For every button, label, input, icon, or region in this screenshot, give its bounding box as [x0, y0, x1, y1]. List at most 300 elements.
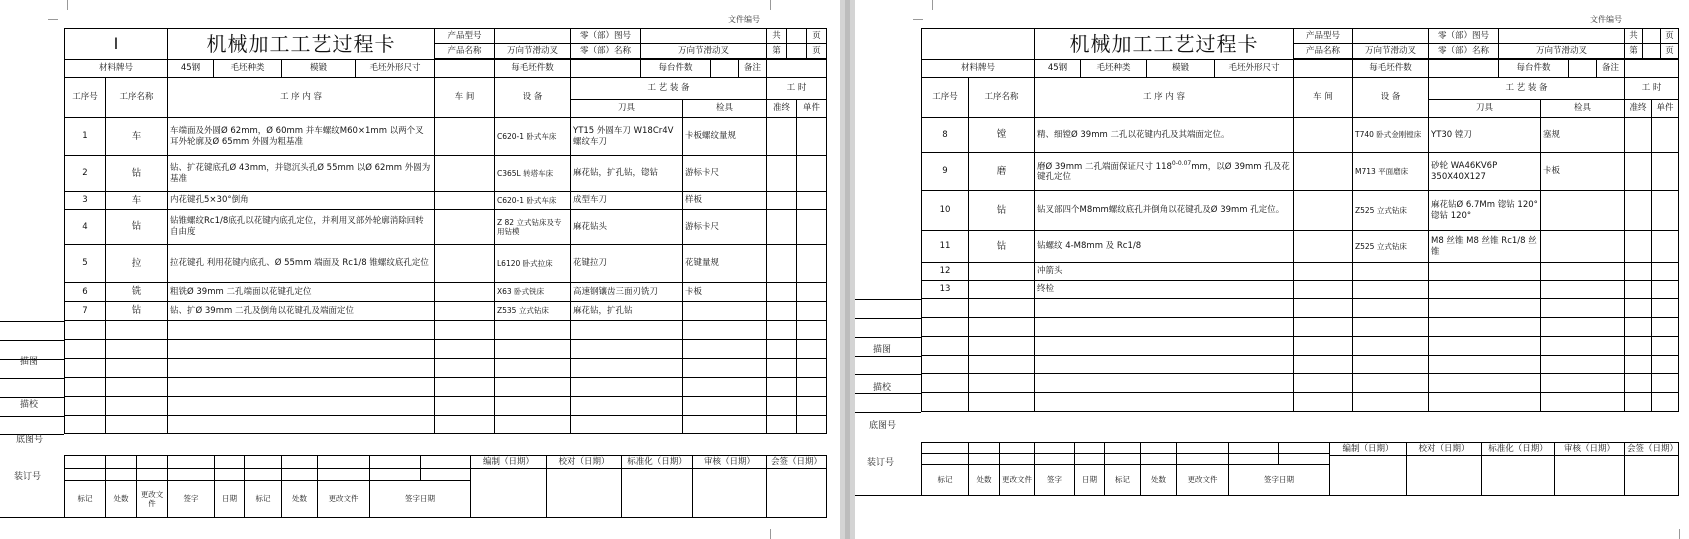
blank-cell: [1353, 393, 1429, 412]
note-label: 备注: [1597, 59, 1625, 78]
card-title-left: I: [64, 28, 168, 59]
change-cell: [282, 468, 318, 480]
product-model-value: [1353, 28, 1429, 44]
op-content: 终检: [1035, 281, 1294, 299]
op-no: 2: [64, 156, 106, 192]
blank-cell: [64, 378, 106, 397]
part-no-label: 零（部）图号: [571, 28, 641, 44]
file-number-label: 文件编号: [728, 15, 760, 24]
blank-cell: [1541, 374, 1625, 393]
change-cell: [1000, 442, 1035, 453]
op-equip: [1353, 263, 1429, 281]
change-cell: [1141, 442, 1177, 453]
part-name-value: 万向节滑动叉: [1499, 44, 1625, 59]
blank-cell: [1625, 337, 1652, 356]
op-tool: M8 丝锥 M8 丝锥 Rc1/8 丝锥: [1429, 231, 1541, 263]
op-unit: [1652, 231, 1679, 263]
blank-type-label: 毛坯种类: [214, 59, 282, 78]
op-content: 粗铣Ø 39mm 二孔端面以花键孔定位: [168, 283, 435, 302]
blank-cell: [797, 416, 827, 434]
page-no-value: [1643, 44, 1661, 59]
col-equip: 设 备: [1353, 78, 1429, 118]
change-cell: [1177, 442, 1229, 453]
footer-proof-label: 校对（日期）: [1407, 442, 1482, 456]
op-prep: [767, 192, 797, 210]
side-draw: 描图: [20, 357, 39, 367]
op-workshop: [435, 192, 495, 210]
blank-cell: [1035, 299, 1294, 318]
op-content: 拉花键孔 利用花键内底孔、Ø 55mm 端面及 Rc1/8 锥螺纹底孔定位: [168, 245, 435, 283]
footer-doc-label: 更改文件: [137, 480, 168, 518]
change-cell: [1279, 442, 1330, 453]
blank-cell: [435, 397, 495, 416]
op-equip: Z525 立式钻床: [1353, 191, 1429, 231]
col-prep: 准终: [1625, 100, 1652, 118]
op-gauge: 样板: [683, 192, 767, 210]
blank-cell: [106, 359, 168, 378]
blank-cell: [921, 374, 969, 393]
footer-sign-value: [1625, 456, 1679, 496]
blank-cell: [969, 299, 1035, 318]
blank-cell: [1353, 374, 1429, 393]
change-cell: [1075, 442, 1105, 453]
change-cell: [1229, 453, 1279, 464]
op-prep: [1625, 263, 1652, 281]
blank-cell: [495, 340, 571, 359]
blank-cell: [495, 416, 571, 434]
footer-std-label: 标准化（日期）: [1482, 442, 1555, 456]
op-workshop: [435, 210, 495, 245]
op-name: 车: [106, 192, 168, 210]
margin-rule: [855, 374, 921, 375]
crop-mark: [58, 0, 68, 10]
op-equip: L6120 卧式拉床: [495, 245, 571, 283]
op-prep: [1625, 191, 1652, 231]
footer-date-label: 日期: [215, 480, 245, 518]
op-content: 冲箭头: [1035, 263, 1294, 281]
material-value: 45钢: [1035, 59, 1081, 78]
op-prep: [1625, 118, 1652, 153]
col-prep: 准终: [767, 100, 797, 118]
footer-doc-label: 更改文件: [1177, 464, 1229, 496]
footer-proof-value: [547, 469, 622, 518]
change-cell: [318, 468, 370, 480]
blank-cell: [1035, 393, 1294, 412]
footer-doc-label: 更改文件: [318, 480, 370, 518]
blank-cell: [495, 378, 571, 397]
op-workshop: [1294, 263, 1353, 281]
op-prep: [767, 245, 797, 283]
change-cell: [921, 453, 969, 464]
margin-rule: [0, 321, 64, 322]
blank-cell: [435, 321, 495, 340]
op-equip: M713 平面磨床: [1353, 153, 1429, 191]
blank-cell: [969, 374, 1035, 393]
op-tool: [1429, 281, 1541, 299]
op-content: 精、细镗Ø 39mm 二孔以花键内孔及其端面定位。: [1035, 118, 1294, 153]
op-gauge: [1541, 191, 1625, 231]
op-prep: [1625, 153, 1652, 191]
blank-cell: [1294, 374, 1353, 393]
blank-cell: [495, 359, 571, 378]
change-cell: [421, 455, 471, 468]
blank-cell: [64, 321, 106, 340]
per-unit-label: 每台件数: [641, 59, 711, 78]
blank-cell: [571, 397, 683, 416]
col-unit: 单件: [797, 100, 827, 118]
blank-cell: [1035, 337, 1294, 356]
page-label: 页: [1661, 28, 1679, 44]
crop-mark: [48, 10, 58, 20]
op-gauge: [1541, 231, 1625, 263]
note-value: [1625, 59, 1679, 78]
footer-doc-label: 更改文件: [1000, 464, 1035, 496]
product-name-label: 产品名称: [1294, 44, 1353, 59]
crop-mark: [770, 529, 780, 539]
blank-type-label: 毛坯种类: [1081, 59, 1147, 78]
col-name: 工序名称: [969, 78, 1035, 118]
blank-cell: [168, 321, 435, 340]
op-content: 内花键孔5×30°倒角: [168, 192, 435, 210]
card-title-left: [921, 28, 1035, 59]
blank-cell: [106, 397, 168, 416]
blank-cell: [1035, 318, 1294, 337]
blank-type-value: 模锻: [1147, 59, 1215, 78]
change-cell: [215, 455, 245, 468]
per-unit-value: [1569, 59, 1597, 78]
op-unit: [1652, 118, 1679, 153]
col-process: 工 艺 装 备: [571, 78, 767, 100]
margin-box: [0, 321, 64, 518]
blank-cell: [1429, 337, 1541, 356]
op-equip: T740 卧式金刚镗床: [1353, 118, 1429, 153]
op-workshop: [435, 302, 495, 321]
footer-sign-value: [767, 469, 827, 518]
op-no: 1: [64, 118, 106, 156]
op-workshop: [435, 156, 495, 192]
op-no: 4: [64, 210, 106, 245]
blank-cell: [1652, 356, 1679, 374]
op-equip: Z525 立式钻床: [1353, 231, 1429, 263]
blank-cell: [1625, 318, 1652, 337]
footer-count-label: 处数: [969, 464, 1000, 496]
change-cell: [1105, 453, 1141, 464]
blank-cell: [1652, 374, 1679, 393]
blank-cell: [1625, 356, 1652, 374]
op-workshop: [1294, 118, 1353, 153]
change-cell: [1075, 453, 1105, 464]
op-name: 钻: [106, 210, 168, 245]
product-name-value: 万向节滑动叉: [1353, 44, 1429, 59]
footer-signer-label: 签字: [1035, 464, 1075, 496]
col-tool: 刀具: [1429, 100, 1541, 118]
change-cell: [421, 468, 471, 480]
op-no: 10: [921, 191, 969, 231]
footer-count-label: 处数: [1141, 464, 1177, 496]
change-cell: [168, 468, 215, 480]
footer-count-label: 处数: [282, 480, 318, 518]
product-model-value: [495, 28, 571, 44]
page-no-value: [787, 44, 807, 59]
blank-cell: [1541, 318, 1625, 337]
margin-rule: [0, 378, 64, 379]
op-unit: [797, 118, 827, 156]
op-unit: [797, 302, 827, 321]
blank-type-value: 模锻: [282, 59, 356, 78]
margin-rule: [0, 340, 64, 341]
op-name: 磨: [969, 153, 1035, 191]
op-equip: Z535 立式钻床: [495, 302, 571, 321]
op-no: 3: [64, 192, 106, 210]
change-cell: [282, 455, 318, 468]
change-cell: [1105, 442, 1141, 453]
op-workshop: [435, 118, 495, 156]
col-equip: 设 备: [495, 78, 571, 118]
side-base: 底图号: [869, 421, 897, 431]
blank-cell: [797, 321, 827, 340]
op-tool: 花键拉刀: [571, 245, 683, 283]
blank-cell: [1541, 393, 1625, 412]
op-content-b: mm，以Ø 39mm 孔及花键孔定位: [1037, 161, 1290, 183]
blank-cell: [767, 416, 797, 434]
footer-sign-label: 会签（日期）: [767, 455, 827, 469]
blank-cell: [797, 359, 827, 378]
op-gauge: 卡板: [1541, 153, 1625, 191]
col-content: 工 序 内 容: [1035, 78, 1294, 118]
blank-cell: [1294, 393, 1353, 412]
op-name: 拉: [106, 245, 168, 283]
footer-sign-label: 会签（日期）: [1625, 442, 1679, 456]
op-prep: [767, 210, 797, 245]
col-gauge: 检具: [1541, 100, 1625, 118]
page-label-2: 页: [807, 44, 827, 59]
part-name-value: 万向节滑动叉: [641, 44, 767, 59]
op-equip: C620-1 卧式车床: [495, 118, 571, 156]
blank-cell: [435, 359, 495, 378]
op-no: 9: [921, 153, 969, 191]
file-number-label: 文件编号: [1590, 15, 1622, 24]
op-tool: YT30 镗刀: [1429, 118, 1541, 153]
footer-std-label: 标准化（日期）: [622, 455, 693, 469]
crop-mark: [1679, 529, 1689, 539]
footer-compile-value: [471, 469, 547, 518]
blank-cell: [1353, 299, 1429, 318]
op-name: 镗: [969, 118, 1035, 153]
footer-review-value: [693, 469, 767, 518]
col-workshop: 车 间: [1294, 78, 1353, 118]
op-prep: [767, 283, 797, 302]
blank-cell: [1294, 299, 1353, 318]
blank-cell: [106, 416, 168, 434]
op-content-a: 磨Ø 39mm 二孔端面保证尺寸 118: [1037, 161, 1172, 172]
change-cell: [318, 455, 370, 468]
blank-cell: [1541, 356, 1625, 374]
op-tool: 麻花钻，扩孔钻: [571, 302, 683, 321]
per-blank-label: 每毛坯件数: [1353, 59, 1429, 78]
op-unit: [797, 156, 827, 192]
blank-cell: [1652, 337, 1679, 356]
crop-mark: [913, 10, 923, 20]
blank-size-label: 毛坯外形尺寸: [1215, 59, 1294, 78]
blank-cell: [1625, 393, 1652, 412]
footer-compile-label: 编制（日期）: [471, 455, 547, 469]
op-no: 6: [64, 283, 106, 302]
blank-cell: [767, 378, 797, 397]
blank-cell: [797, 378, 827, 397]
blank-cell: [767, 321, 797, 340]
product-name-value: 万向节滑动叉: [495, 44, 571, 59]
side-base: 底图号: [16, 435, 44, 445]
footer-proof-value: [1407, 456, 1482, 496]
op-gauge: [1541, 263, 1625, 281]
footer-sign_date-label: 签字日期: [370, 480, 471, 518]
op-no: 12: [921, 263, 969, 281]
blank-cell: [571, 378, 683, 397]
op-prep: [1625, 281, 1652, 299]
op-content: 钻锥螺纹Rc1/8底孔以花键内底孔定位，并利用叉部外轮廓消除回转自由度: [168, 210, 435, 245]
op-gauge: 卡板螺纹量规: [683, 118, 767, 156]
side-bind: 装订号: [867, 458, 895, 468]
footer-count-label: 处数: [106, 480, 137, 518]
footer-review-value: [1555, 456, 1625, 496]
blank-cell: [1429, 374, 1541, 393]
note-label: 备注: [739, 59, 767, 78]
op-prep: [767, 118, 797, 156]
col-tool: 刀具: [571, 100, 683, 118]
col-name: 工序名称: [106, 78, 168, 118]
blank-cell: [435, 378, 495, 397]
op-content: 钻叉部四个M8mm螺纹底孔并倒角以花键孔及Ø 39mm 孔定位。: [1035, 191, 1294, 231]
blank-cell: [1429, 299, 1541, 318]
op-unit: [1652, 191, 1679, 231]
op-workshop: [435, 245, 495, 283]
op-workshop: [1294, 281, 1353, 299]
blank-cell: [683, 416, 767, 434]
footer-signer-label: 签字: [168, 480, 215, 518]
page-no-label: 第: [767, 44, 787, 59]
op-tool: 成型车刀: [571, 192, 683, 210]
op-name: 钻: [969, 191, 1035, 231]
side-draw: 描图: [873, 345, 892, 355]
col-gauge: 检具: [683, 100, 767, 118]
blank-cell: [767, 359, 797, 378]
change-cell: [168, 455, 215, 468]
col-process: 工 艺 装 备: [1429, 78, 1625, 100]
op-tool: 麻花钻Ø 6.7Mm 锪钻 120°锪钻 120°: [1429, 191, 1541, 231]
footer-sign_date-label: 签字日期: [1229, 464, 1330, 496]
op-unit: [797, 283, 827, 302]
op-equip: X63 卧式铣床: [495, 283, 571, 302]
footer-mark-label: 标记: [245, 480, 282, 518]
blank-cell: [921, 356, 969, 374]
blank-cell: [64, 397, 106, 416]
op-workshop: [1294, 153, 1353, 191]
op-equip: C365L 转塔车床: [495, 156, 571, 192]
part-no-value: [641, 28, 767, 44]
margin-rule: [855, 393, 921, 394]
op-unit: [797, 192, 827, 210]
change-cell: [137, 468, 168, 480]
blank-cell: [106, 378, 168, 397]
blank-cell: [1652, 393, 1679, 412]
per-blank-label: 每毛坯件数: [495, 59, 571, 78]
op-gauge: 卡板: [683, 283, 767, 302]
total-label: 共: [767, 28, 787, 44]
blank-cell: [168, 378, 435, 397]
footer-std-value: [622, 469, 693, 518]
blank-cell: [797, 397, 827, 416]
change-cell: [1000, 453, 1035, 464]
change-cell: [106, 468, 137, 480]
blank-cell: [1035, 374, 1294, 393]
blank-cell: [969, 318, 1035, 337]
footer-review-label: 审核（日期）: [1555, 442, 1625, 456]
blank-cell: [1294, 356, 1353, 374]
footer-date-label: 日期: [1075, 464, 1105, 496]
op-no: 8: [921, 118, 969, 153]
blank-cell: [1353, 318, 1429, 337]
col-content: 工 序 内 容: [168, 78, 435, 118]
footer-mark-label: 标记: [921, 464, 969, 496]
op-unit: [797, 245, 827, 283]
op-workshop: [1294, 231, 1353, 263]
change-cell: [1279, 453, 1330, 464]
blank-cell: [435, 416, 495, 434]
col-step: 工序号: [921, 78, 969, 118]
change-cell: [370, 455, 421, 468]
per-blank-value: [1429, 59, 1499, 78]
op-name: [969, 281, 1035, 299]
page-label-2: 页: [1661, 44, 1679, 59]
op-gauge: [683, 302, 767, 321]
op-no: 5: [64, 245, 106, 283]
total-value: [1643, 28, 1661, 44]
op-name: 钻: [106, 156, 168, 192]
blank-cell: [571, 321, 683, 340]
blank-size-value: [1294, 59, 1353, 78]
margin-rule: [855, 337, 921, 338]
footer-mark-label: 标记: [64, 480, 106, 518]
product-model-label: 产品型号: [1294, 28, 1353, 44]
blank-cell: [571, 416, 683, 434]
footer-compile-value: [1330, 456, 1407, 496]
op-name: 铣: [106, 283, 168, 302]
total-label: 共: [1625, 28, 1643, 44]
blank-cell: [921, 299, 969, 318]
blank-cell: [969, 356, 1035, 374]
blank-cell: [106, 321, 168, 340]
blank-cell: [921, 393, 969, 412]
blank-cell: [1294, 337, 1353, 356]
blank-cell: [1353, 356, 1429, 374]
side-check: 描校: [20, 400, 39, 410]
product-model-label: 产品型号: [435, 28, 495, 44]
blank-cell: [168, 416, 435, 434]
margin-rule: [855, 318, 921, 319]
per-unit-label: 每台件数: [1499, 59, 1569, 78]
blank-cell: [495, 397, 571, 416]
blank-size-value: [435, 59, 495, 78]
col-workshop: 车 间: [435, 78, 495, 118]
blank-cell: [571, 340, 683, 359]
change-cell: [245, 468, 282, 480]
product-name-label: 产品名称: [435, 44, 495, 59]
blank-cell: [571, 359, 683, 378]
margin-rule: [855, 356, 921, 357]
blank-cell: [106, 340, 168, 359]
blank-size-label: 毛坯外形尺寸: [356, 59, 435, 78]
blank-cell: [921, 337, 969, 356]
